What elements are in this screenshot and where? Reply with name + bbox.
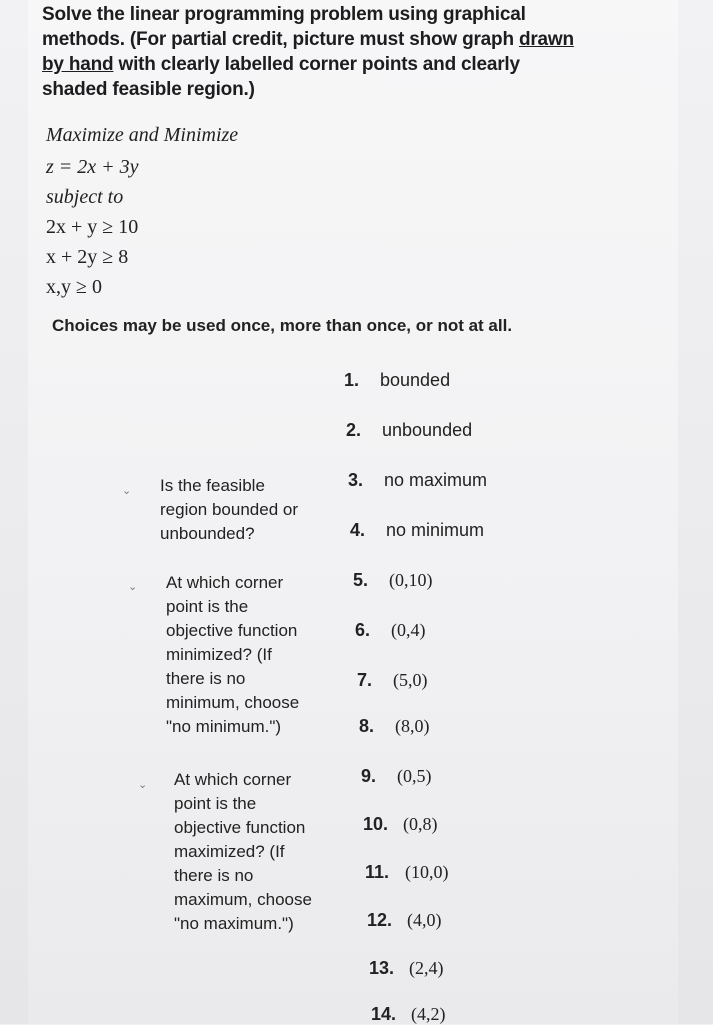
choice-number: 6.: [355, 620, 371, 640]
question-line: point is the: [174, 794, 257, 813]
instructions-line-1: Solve the linear programming problem using graphical: [42, 4, 526, 25]
choice-number: 8.: [359, 716, 375, 736]
choice-number: 11.: [365, 862, 390, 882]
choice-number: 14.: [371, 1004, 397, 1024]
choice-text: (10,0): [405, 862, 449, 882]
chevron-down-icon[interactable]: ⌄: [122, 485, 132, 497]
question-line: maximized? (If: [174, 842, 285, 861]
question-line: objective function: [174, 818, 306, 837]
chevron-down-icon[interactable]: ⌄: [138, 779, 148, 791]
choice-number: 1.: [344, 370, 360, 390]
choice-number: 9.: [361, 766, 377, 786]
question-line: maximum, choose: [174, 890, 312, 909]
question-line: "no maximum."): [174, 914, 294, 933]
question-minimized[interactable]: [166, 571, 299, 739]
choice-item: [361, 766, 432, 787]
choice-item: [357, 670, 428, 691]
choice-text: (4,2): [411, 1004, 446, 1024]
question-line: minimum, choose: [166, 693, 300, 712]
choice-text: no minimum: [386, 520, 485, 540]
choice-item: [344, 370, 450, 391]
choice-text: (0,4): [391, 620, 426, 640]
instructions-line-2-text: methods. (For partial credit, picture must show graph: [42, 29, 519, 50]
choice-item: [350, 520, 484, 541]
objective-function: z = 2x + 3y: [46, 156, 139, 178]
instructions-underlined-by-hand: by hand: [42, 54, 114, 75]
question-line: point is the: [166, 597, 249, 616]
choice-item: [367, 910, 442, 931]
choice-text: (4,0): [407, 910, 442, 930]
choice-text: (2,4): [409, 958, 444, 978]
instructions-line-4: shaded feasible region.): [42, 79, 255, 100]
choice-text: (8,0): [395, 716, 430, 736]
choice-number: 3.: [348, 470, 364, 490]
choice-number: 7.: [357, 670, 373, 690]
question-line: region bounded or: [160, 500, 299, 519]
instructions: [42, 2, 602, 102]
choice-text: (0,5): [397, 766, 432, 786]
question-bounded[interactable]: [160, 474, 298, 546]
choice-text: no maximum: [384, 470, 488, 490]
question-line: At which corner: [166, 573, 284, 592]
instructions-line-3-text: with clearly labelled corner points and clearly: [113, 54, 520, 75]
instructions-line-3: [42, 52, 602, 77]
question-line: minimized? (If: [166, 645, 272, 664]
choice-item: [355, 620, 426, 641]
choice-text: bounded: [380, 370, 451, 390]
question-line: Is the feasible: [160, 476, 265, 495]
choice-item: [371, 1004, 446, 1025]
choice-item: [359, 716, 430, 737]
question-panel: [28, 0, 678, 1024]
choice-number: 10.: [363, 814, 389, 834]
choice-number: 4.: [350, 520, 366, 540]
constraint-1: 2x + y ≥ 10: [46, 216, 139, 238]
choices-note: Choices may be used once, more than once, or not at all.: [52, 316, 513, 335]
choice-item: [365, 862, 449, 883]
choice-item: [363, 814, 438, 835]
choice-text: unbounded: [382, 420, 473, 440]
subject-to-label: subject to: [46, 186, 124, 208]
choice-number: 2.: [346, 420, 362, 440]
constraint-2: x + 2y ≥ 8: [46, 246, 129, 268]
question-line: unbounded?: [160, 524, 255, 543]
choice-item: [346, 420, 472, 441]
question-line: At which corner: [174, 770, 292, 789]
choice-text: (0,10): [389, 570, 433, 590]
instructions-underlined-drawn: drawn: [518, 29, 574, 50]
question-maximized[interactable]: [174, 768, 312, 936]
choice-text: (0,8): [403, 814, 438, 834]
chevron-down-icon[interactable]: ⌄: [128, 581, 138, 593]
question-line: there is no: [166, 669, 246, 688]
choice-number: 12.: [367, 910, 393, 930]
choice-item: [348, 470, 487, 491]
choice-number: 5.: [353, 570, 369, 590]
question-line: "no minimum."): [166, 717, 282, 736]
choice-item: [353, 570, 433, 591]
problem-goal: Maximize and Minimize: [46, 124, 239, 146]
question-line: there is no: [174, 866, 254, 885]
choice-number: 13.: [369, 958, 395, 978]
choice-item: [369, 958, 444, 979]
instructions-line-2: [42, 27, 602, 52]
question-line: objective function: [166, 621, 298, 640]
constraint-3: x,y ≥ 0: [46, 276, 102, 298]
choice-text: (5,0): [393, 670, 428, 690]
